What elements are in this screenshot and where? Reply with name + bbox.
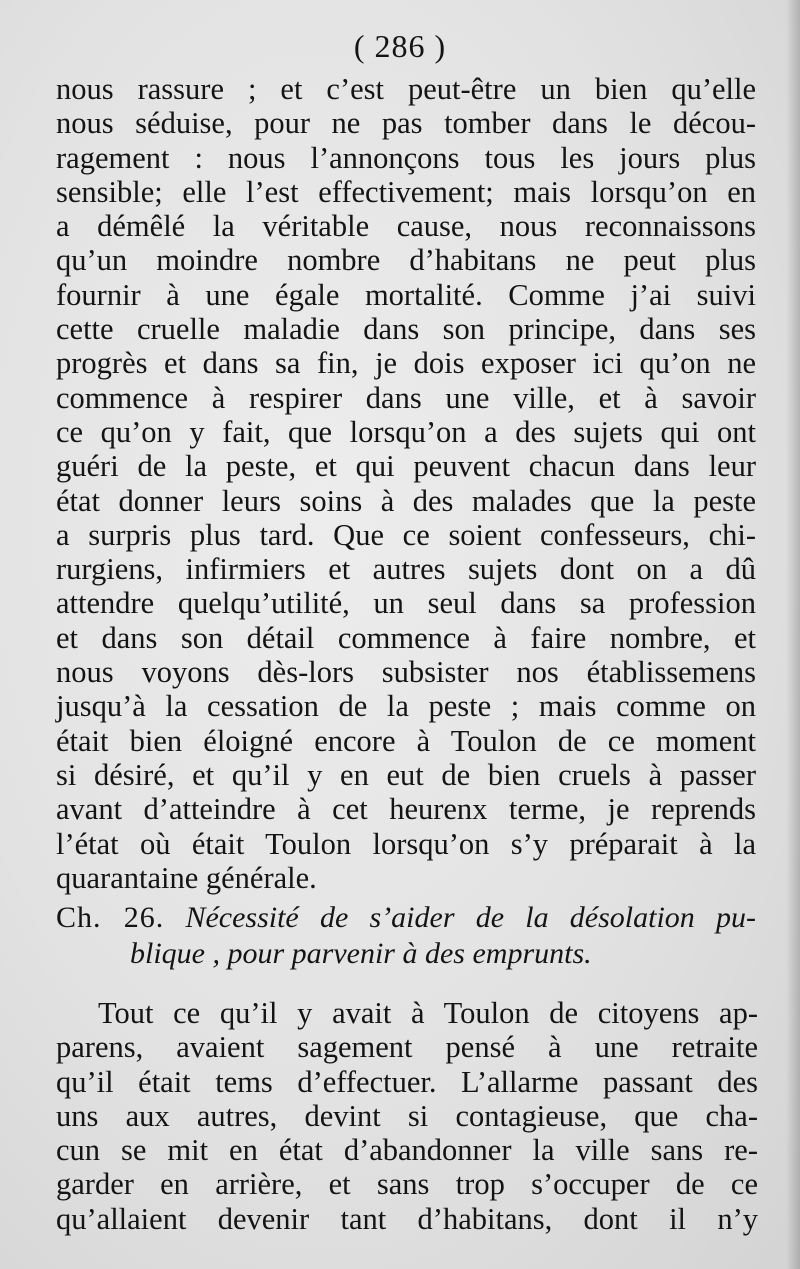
- text-line: sensible; elle l’est effectivement; mais lorsqu’on en: [56, 174, 756, 209]
- text-line: jusqu’à la cessation de la peste ; mais comme on: [56, 689, 756, 724]
- chapter-title-line-2: blique , pour parvenir à des emprunts.: [130, 937, 592, 970]
- text-line: avant d’atteindre à cet heurenx terme, je reprends: [56, 792, 756, 827]
- text-line: cette cruelle maladie dans son principe, dans ses: [56, 312, 756, 347]
- text-line: qu’allaient devenir tant d’habitans, dont il n’y: [56, 1201, 758, 1236]
- text-line: a surpris plus tard. Que ce soient confesseurs, chi-: [56, 517, 756, 552]
- text-line: rurgiens, infirmiers et autres sujets dont on a dû: [56, 552, 756, 587]
- text-line: nous séduise, pour ne pas tomber dans le décou-: [56, 106, 756, 141]
- text-line: cun se mit en état d’abandonner la ville sans re-: [56, 1133, 758, 1168]
- text-line: ragement : nous l’annonçons tous les jours plus: [56, 140, 756, 175]
- text-line: qu’un moindre nombre d’habitans ne peut plus: [56, 243, 756, 278]
- text-line: garder en arrière, et sans trop s’occuper de ce: [56, 1167, 758, 1202]
- text-line: quarantaine générale.: [56, 860, 317, 895]
- text-line: commence à respirer dans une ville, et à savoir: [56, 380, 756, 415]
- text-line: Tout ce qu’il y avait à Toulon de citoyens ap-: [98, 996, 758, 1030]
- paragraph-1: [56, 72, 756, 895]
- page-number: ( 286 ): [353, 28, 447, 64]
- text-line: progrès et dans sa fin, je dois exposer ici qu’on ne: [56, 346, 756, 381]
- text-line: et dans son détail commence à faire nombre, et: [56, 620, 756, 655]
- text-line: qu’il était tems d’effectuer. L’allarme passant des: [56, 1064, 758, 1099]
- chapter-heading-line-1: [56, 900, 756, 936]
- text-line: uns aux autres, devint si contagieuse, que cha-: [56, 1098, 758, 1133]
- page-edge-shadow: [786, 0, 800, 1269]
- text-line: nous rassure ; et c’est peut-être un bien qu’elle: [56, 72, 756, 106]
- text-line: état donner leurs soins à des malades que la peste: [56, 483, 756, 518]
- text-line: si désiré, et qu’il y en eut de bien cruels à passer: [56, 757, 756, 792]
- text-line: guéri de la peste, et qui peuvent chacun dans leur: [56, 449, 756, 484]
- text-line: attendre quelqu’utilité, un seul dans sa profession: [56, 586, 756, 621]
- text-line: parens, avaient sagement pensé à une retraite: [56, 1030, 758, 1065]
- text-line: l’état où était Toulon lorsqu’on s’y préparait à la: [56, 826, 756, 861]
- text-line: était bien éloigné encore à Toulon de ce moment: [56, 723, 756, 758]
- chapter-label: Ch. 26.: [56, 901, 165, 934]
- paragraph-2: [56, 996, 758, 1236]
- text-line: ce qu’on y fait, que lorsqu’on a des sujets qui ont: [56, 414, 756, 449]
- text-line: fournir à une égale mortalité. Comme j’ai suivi: [56, 277, 756, 312]
- text-line: a démêlé la véritable cause, nous reconnaissons: [56, 209, 756, 244]
- text-line: nous voyons dès-lors subsister nos établissemens: [56, 655, 756, 690]
- chapter-title-line-1: Nécessité de s’aider de la désolation pu-: [185, 901, 756, 934]
- chapter-heading: [56, 900, 756, 972]
